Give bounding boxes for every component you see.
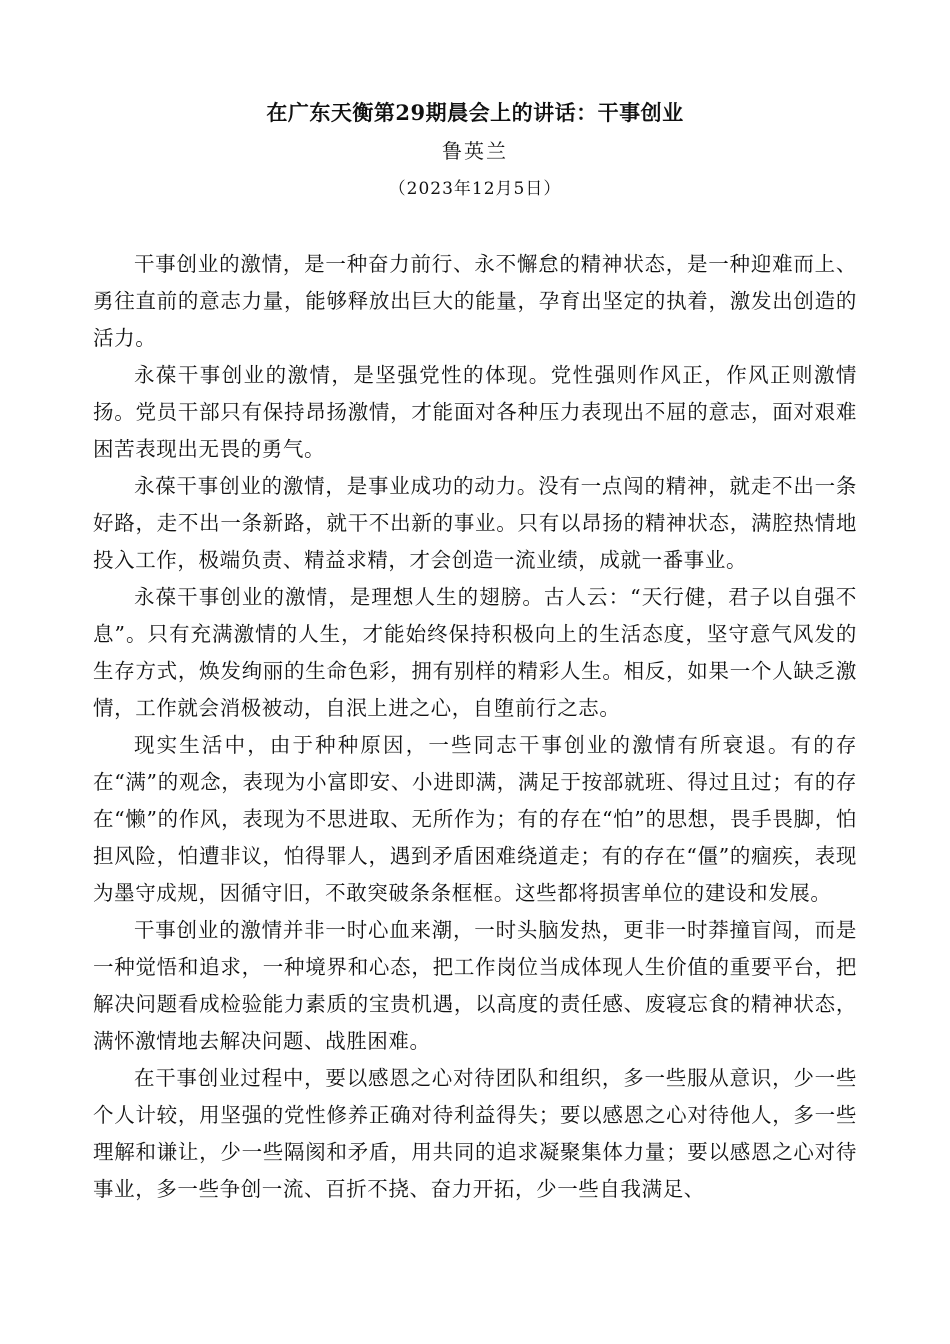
paragraph: 在干事创业过程中，要以感恩之心对待团队和组织，多一些服从意识，少一些个人计较，用坚强的党性修养正确对待利益得失；要以感恩之心对待他人，多一些理解和谦让，少一些隔阂和矛盾，用共同的追求凝聚集体力量；要以感恩之心对待事业，多一些争创一流、百折不挠、奋力开拓，少一些自我满足、: [93, 1066, 857, 1201]
paragraph: 永葆干事创业的激情，是坚强党性的体现。党性强则作风正，作风正则激情扬。党员干部只有保持昂扬激情，才能面对各种压力表现出不屈的意志，面对艰难困苦表现出无畏的勇气。: [93, 363, 857, 461]
document-body: [93, 246, 857, 1208]
paragraph: 干事创业的激情，是一种奋力前行、永不懈怠的精神状态，是一种迎难而上、勇往直前的意志力量，能够释放出巨大的能量，孕育出坚定的执着，激发出创造的活力。: [93, 252, 857, 350]
document-page: [93, 96, 857, 1208]
paragraph: 现实生活中，由于种种原因，一些同志干事创业的激情有所衰退。有的存在“满”的观念，表现为小富即安、小进即满，满足于按部就班、得过且过；有的存在“懒”的作风，表现为不思进取、无所作为；有的存在“怕”的思想，畏手畏脚，怕担风险，怕遭非议，怕得罪人，遇到矛盾困难绕道走；有的存在“僵”的痼疾，表现为墨守成规，因循守旧，不敢突破条条框框。这些都将损害单位的建设和发展。: [93, 733, 857, 905]
paragraph: 干事创业的激情并非一时心血来潮，一时头脑发热，更非一时莽撞盲闯，而是一种觉悟和追求，一种境界和心态，把工作岗位当成体现人生价值的重要平台，把解决问题看成检验能力素质的宝贵机遇，以高度的责任感、废寝忘食的精神状态，满怀激情地去解决问题、战胜困难。: [93, 918, 857, 1053]
document-title: 在广东天衡第29期晨会上的讲话：干事创业: [266, 100, 684, 125]
document-author: 鲁英兰: [442, 139, 508, 163]
paragraph: 永葆干事创业的激情，是理想人生的翅膀。古人云：“天行健，君子以自强不息”。只有充满激情的人生，才能始终保持积极向上的生活态度，坚守意气风发的生存方式，焕发绚丽的生命色彩，拥有别样的精彩人生。相反，如果一个人缺乏激情，工作就会消极被动，自泯上进之心，自堕前行之志。: [93, 585, 857, 720]
document-date: （2023年12月5日）: [388, 179, 562, 199]
paragraph: 永葆干事创业的激情，是事业成功的动力。没有一点闯的精神，就走不出一条好路，走不出一条新路，就干不出新的事业。只有以昂扬的精神状态，满腔热情地投入工作，极端负责、精益求精，才会创造一流业绩，成就一番事业。: [93, 474, 857, 572]
